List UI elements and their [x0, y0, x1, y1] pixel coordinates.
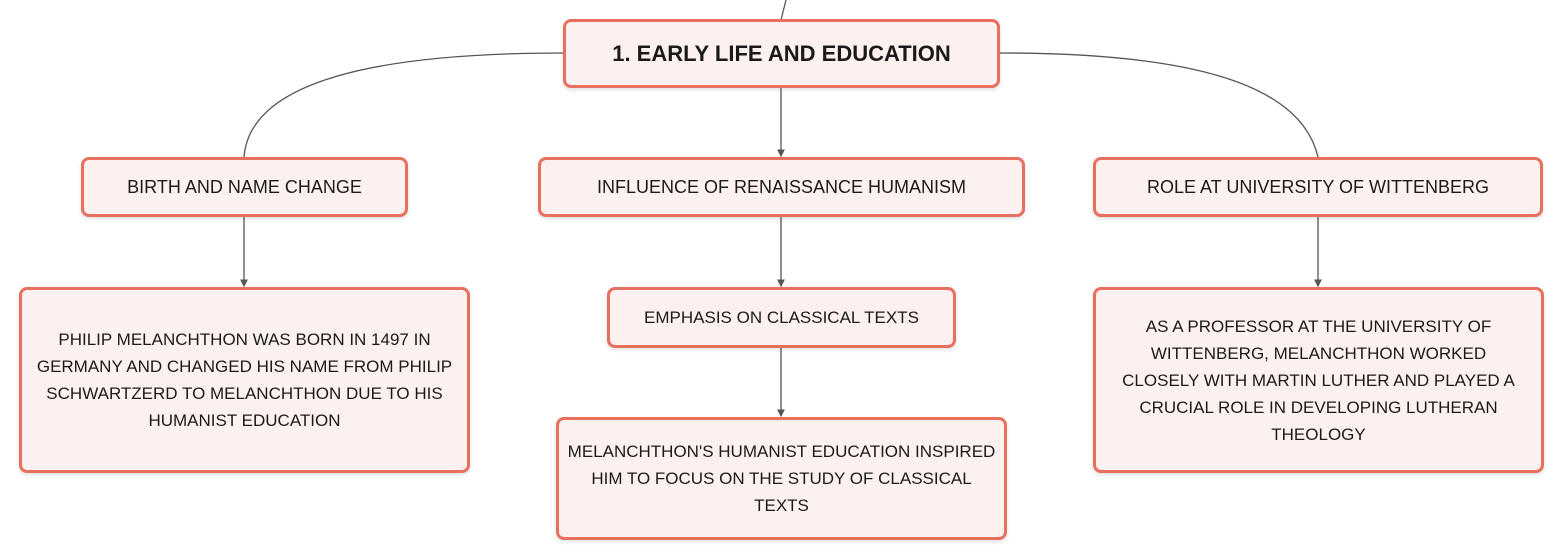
detail-university-of-wittenberg[interactable]: [1093, 287, 1544, 473]
subtopic-label: EMPHASIS ON CLASSICAL TEXTS: [644, 307, 919, 327]
subtopic-emphasis-on-classical-texts[interactable]: [607, 287, 956, 348]
detail-birth-and-name-change[interactable]: [19, 287, 470, 473]
connector-parent: [781, 0, 786, 20]
detail-text: MELANCHTHON'S HUMANIST EDUCATION INSPIRED HIM TO FOCUS ON THE STUDY OF CLASSICAL TEXTS: [567, 442, 996, 515]
branch-label: ROLE AT UNIVERSITY OF WITTENBERG: [1146, 176, 1490, 197]
branch-birth-and-name-change[interactable]: [81, 157, 408, 217]
branch-label: BIRTH AND NAME CHANGE: [127, 176, 362, 197]
detail-text: AS A PROFESSOR AT THE UNIVERSITY OF WITTENBERG, MELANCHTHON WORKED CLOSELY WITH MARTIN LUTHER AND PLAYED A CRUCIAL ROLE IN DEVELOPING LUTHERAN THEOLOGY: [1122, 316, 1515, 444]
root-topic[interactable]: [563, 19, 1000, 88]
branch-label: INFLUENCE OF RENAISSANCE HUMANISM: [596, 176, 967, 197]
branch-renaissance-humanism[interactable]: [538, 157, 1025, 217]
detail-text: PHILIP MELANCHTHON WAS BORN IN 1497 IN GERMANY AND CHANGED HIS NAME FROM PHILIP SCHWARTZERD TO MELANCHTHON DUE TO HIS HUMANIST EDUCATION: [36, 330, 453, 430]
branch-university-of-wittenberg[interactable]: [1093, 157, 1543, 217]
connector-root-to-wittenberg: [1000, 53, 1318, 157]
detail-humanist-education[interactable]: [556, 417, 1007, 540]
root-topic-label: 1. EARLY LIFE AND EDUCATION: [612, 40, 951, 66]
connector-root-to-birth: [244, 53, 563, 157]
